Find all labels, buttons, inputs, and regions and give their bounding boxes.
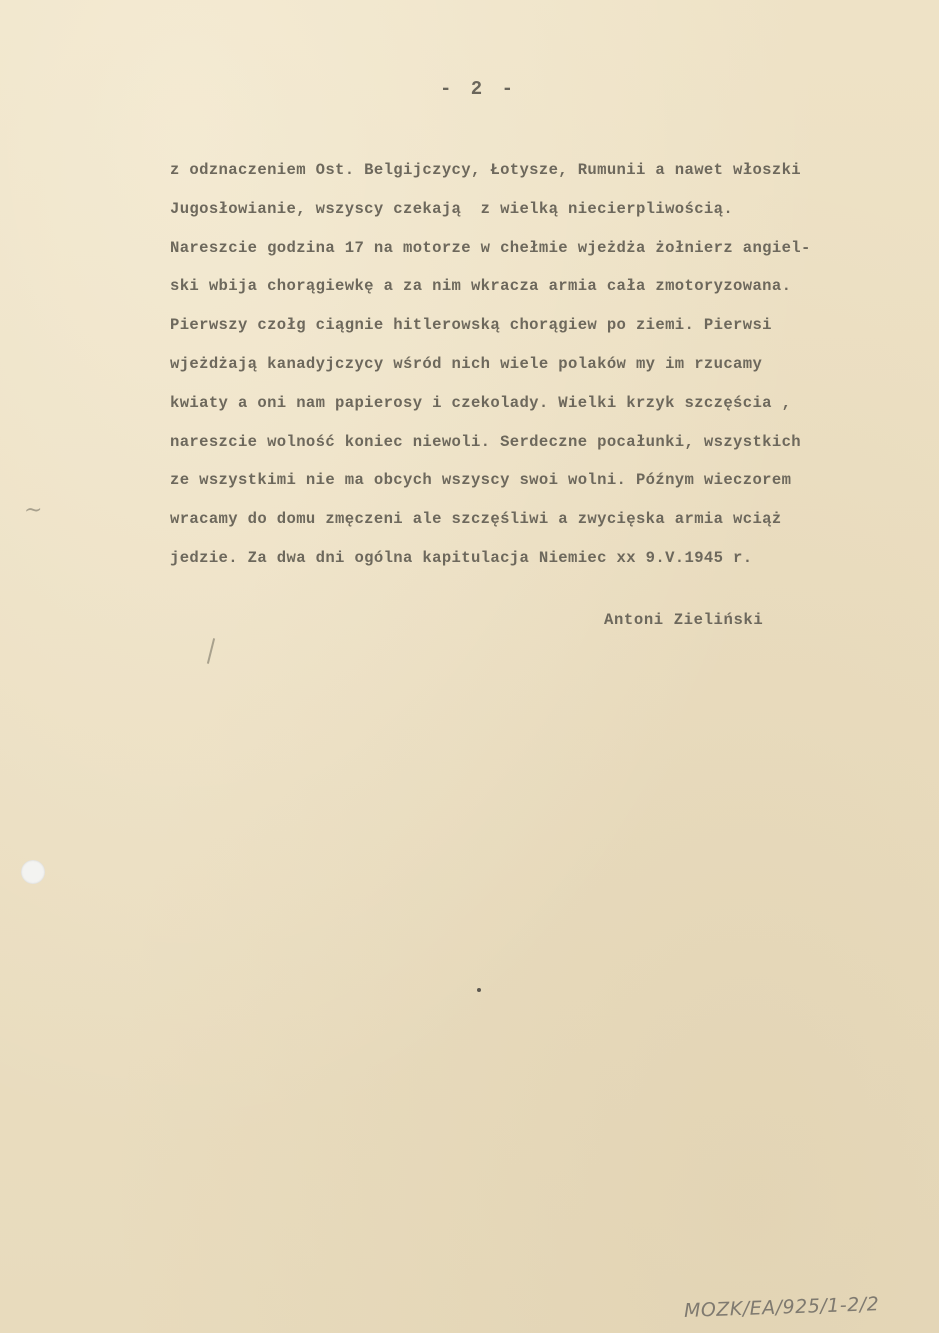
typewritten-body — [170, 155, 930, 582]
signature: Antoni Zieliński — [604, 611, 764, 629]
text-line: ze wszystkimi nie ma obcych wszyscy swoi wolni. Późnym wieczorem — [170, 471, 792, 490]
text-line: ski wbija chorągiewkę a za nim wkracza armia cała zmotoryzowana. — [170, 277, 792, 296]
text-line: Nareszcie godzina 17 na motorze w chełmie wjeżdża żołnierz angiel- — [170, 238, 811, 257]
punch-hole — [21, 860, 45, 884]
pencil-stroke-mark — [207, 638, 215, 664]
text-line: nareszcie wolność koniec niewoli. Serdeczne pocałunki, wszystkich — [170, 432, 802, 451]
text-line: jedzie. Za dwa dni ogólna kapitulacja Niemiec xx 9.V.1945 r. — [170, 548, 753, 567]
pencil-mark-icon: ~ — [24, 498, 43, 523]
text-line: wracamy do domu zmęczeni ale szczęśliwi a zwycięska armia wciąż — [170, 510, 782, 529]
text-line: Pierwszy czołg ciągnie hitlerowską chorągiew po ziemi. Pierwsi — [170, 316, 772, 335]
text-line: Jugosłowianie, wszyscy czekają z wielką niecierpliwością. — [170, 199, 734, 218]
text-line: z odznaczeniem Ost. Belgijczycy, Łotysze, Rumunii a nawet włoszki — [170, 161, 802, 179]
text-line: wjeżdżają kanadyjczycy wśród nich wiele polaków my im rzucamy — [170, 354, 763, 373]
ink-dot — [477, 988, 481, 992]
archive-reference: MOZK/EA/925/1-2/2 — [683, 1293, 880, 1322]
page-number: - 2 - — [440, 78, 518, 100]
text-line: kwiaty a oni nam papierosy i czekolady. Wielki krzyk szczęścia , — [170, 393, 792, 412]
